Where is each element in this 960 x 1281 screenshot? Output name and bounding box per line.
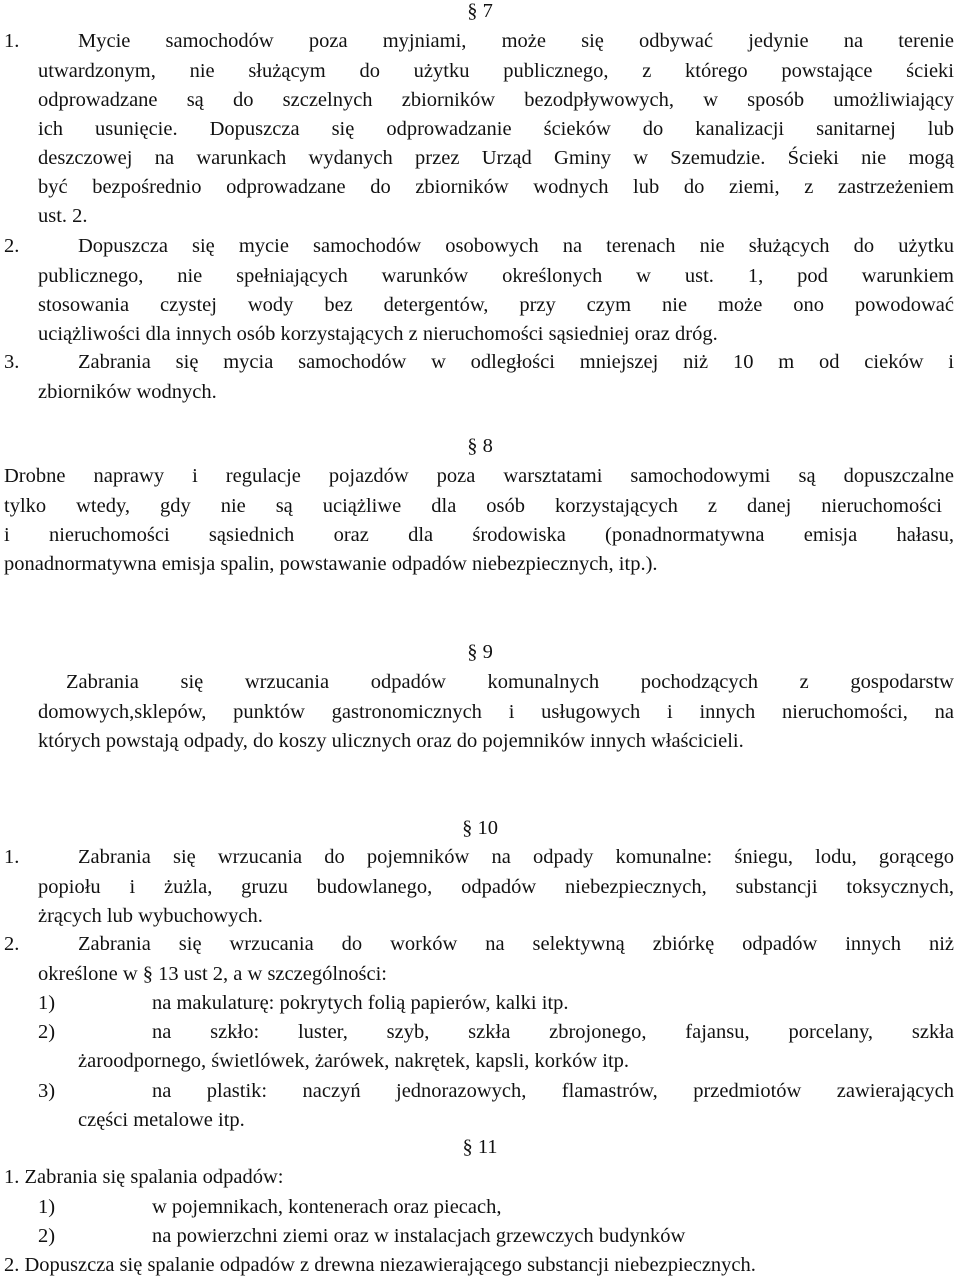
text-line: określone w § 13 ust 2, a w szczególności: xyxy=(38,963,387,985)
text-line: 2. Dopuszcza się spalanie odpadów z drewna niezawierającego substancji niebezpiecznych. xyxy=(4,1254,756,1276)
section-11-heading xyxy=(0,1133,960,1163)
text-line: Mycie samochodów poza myjniami, może się odbywać jedynie na terenie xyxy=(78,30,954,52)
text-line: na szkło: luster, szyb, szkła zbrojonego, fajansu, porcelany, szkła xyxy=(152,1021,954,1043)
text-line: na powierzchni ziemi oraz w instalacjach grzewczych budynków xyxy=(152,1225,686,1247)
text-line: żaroodpornego, świetlówek, żarówek, nakrętek, kapsli, korków itp. xyxy=(78,1050,630,1072)
item-number: 1. xyxy=(4,30,20,52)
section-9-title: § 9 xyxy=(467,641,493,663)
text-line: części metalowe itp. xyxy=(78,1109,245,1131)
text-line: Zabrania się wrzucania do pojemników na odpady komunalne: śniegu, lodu, gorącego xyxy=(78,846,954,868)
section-10-title: § 10 xyxy=(462,817,498,839)
text-line: odprowadzane są do szczelnych zbiorników bezodpływowych, w sposób umożliwiający xyxy=(38,89,954,111)
subitem-number: 1) xyxy=(38,1196,56,1218)
text-line: w pojemnikach, kontenerach oraz piecach, xyxy=(152,1196,502,1218)
text-line: tylko wtedy, gdy nie są uciążliwe dla osób korzystających z danej nieruchomości xyxy=(4,495,942,517)
text-line: Zabrania się wrzucania do worków na selektywną zbiórkę odpadów innych niż xyxy=(78,933,954,955)
text-line: uciążliwości dla innych osób korzystających z nieruchomości sąsiedniej oraz dróg. xyxy=(38,323,718,345)
text-line: stosowania czystej wody bez detergentów, przy czym nie może ono powodować xyxy=(38,294,954,316)
subitem-number: 2) xyxy=(38,1225,56,1247)
item-number: 2. xyxy=(4,933,20,955)
text-line: domowych,sklepów, punktów gastronomicznych i usługowych i innych nieruchomości, na xyxy=(38,701,954,723)
text-line: żrących lub wybuchowych. xyxy=(38,905,263,927)
section-9-heading xyxy=(0,638,960,668)
text-line: ich usunięcie. Dopuszcza się odprowadzanie ścieków do kanalizacji sanitarnej lub xyxy=(38,118,954,140)
text-line: Zabrania się mycia samochodów w odległości mniejszej niż 10 m od cieków i xyxy=(78,351,954,373)
section-8-title: § 8 xyxy=(467,435,493,457)
text-line: być bezpośrednio odprowadzane do zbiorników wodnych lub do ziemi, z zastrzeżeniem xyxy=(38,176,954,198)
item-number: 3. xyxy=(4,351,20,373)
text-line: na makulaturę: pokrytych folią papierów, kalki itp. xyxy=(152,992,569,1014)
text-line: popiołu i żużla, gruzu budowlanego, odpadów niebezpiecznych, substancji toksycznych, xyxy=(38,876,954,898)
text-line: Zabrania się wrzucania odpadów komunalnych pochodzących z gospodarstw xyxy=(66,671,954,693)
text-line: na plastik: naczyń jednorazowych, flamastrów, przedmiotów zawierających xyxy=(152,1080,954,1102)
text-line: Drobne naprawy i regulacje pojazdów poza warsztatami samochodowymi są dopuszczalne xyxy=(4,465,954,487)
item-number: 1. xyxy=(4,846,20,868)
subitem-number: 2) xyxy=(38,1021,56,1043)
text-line: ponadnormatywna emisja spalin, powstawanie odpadów niebezpiecznych, itp.). xyxy=(4,553,658,575)
text-line: Dopuszcza się mycie samochodów osobowych na terenach nie służących do użytku xyxy=(78,235,954,257)
text-line: ust. 2. xyxy=(38,205,88,227)
section-8-heading xyxy=(0,432,960,462)
section-7-heading xyxy=(0,0,960,27)
section-11-title: § 11 xyxy=(462,1136,498,1158)
text-line: zbiorników wodnych. xyxy=(38,381,217,403)
text-line: deszczowej na warunkach wydanych przez Urząd Gminy w Szemudzie. Ścieki nie mogą xyxy=(38,147,954,169)
text-line: i nieruchomości sąsiednich oraz dla środowiska (ponadnormatywna emisja hałasu, xyxy=(4,524,954,546)
section-7-title: § 7 xyxy=(467,0,493,22)
item-number: 2. xyxy=(4,235,20,257)
text-line: publicznego, nie spełniających warunków określonych w ust. 1, pod warunkiem xyxy=(38,265,954,287)
subitem-number: 3) xyxy=(38,1080,56,1102)
text-line: utwardzonym, nie służącym do użytku publicznego, z którego powstające ścieki xyxy=(38,60,954,82)
text-line: których powstają odpady, do koszy ulicznych oraz do pojemników innych właścicieli. xyxy=(38,730,744,752)
section-10-heading xyxy=(0,814,960,844)
text-line: 1. Zabrania się spalania odpadów: xyxy=(4,1166,284,1188)
subitem-number: 1) xyxy=(38,992,56,1014)
